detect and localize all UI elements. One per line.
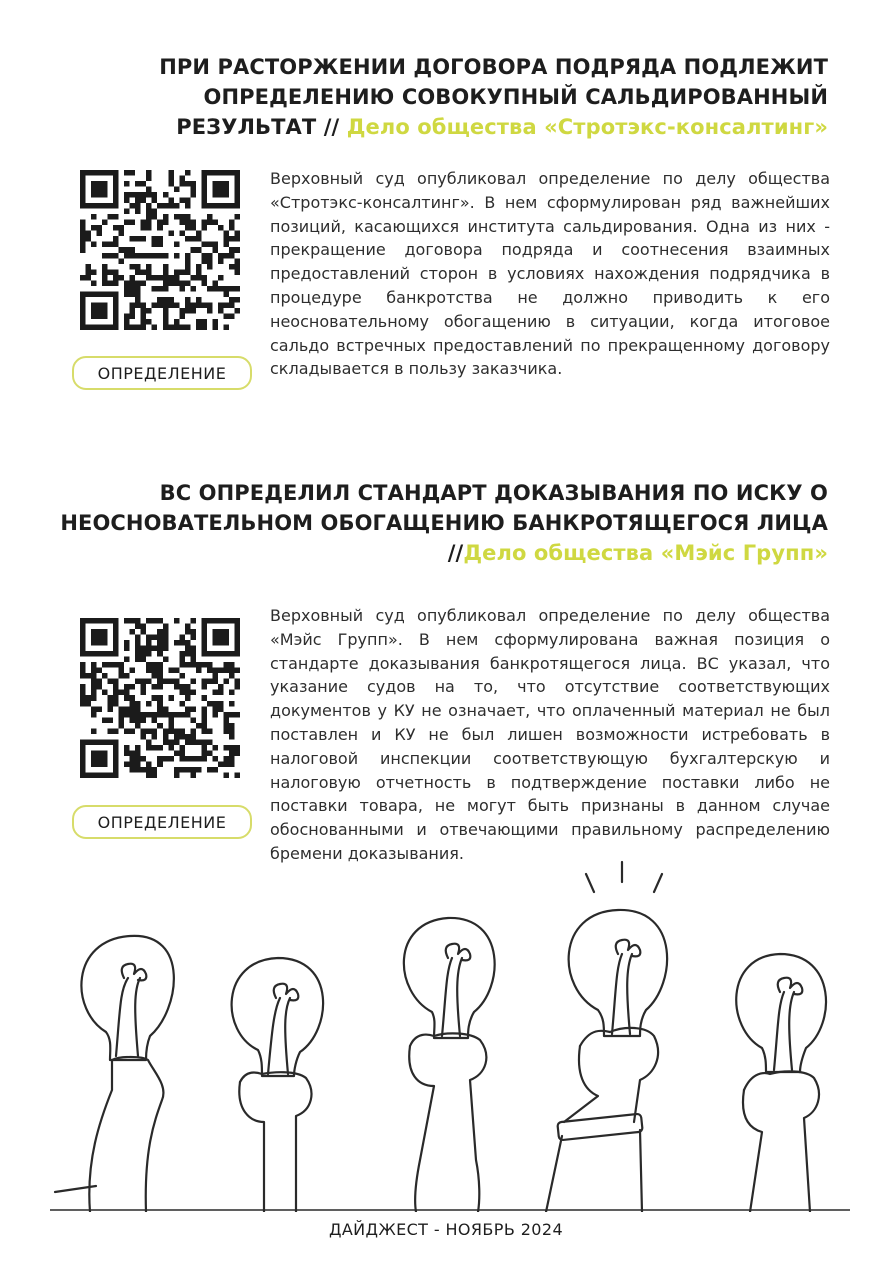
- decision-button[interactable]: ОПРЕДЕЛЕНИЕ: [72, 356, 252, 390]
- section1-body: Верховный суд опубликовал определение по делу общества «Стротэкс-консалтинг». В нем сформулирован ряд важнейших позиций, касающихся института сальдирования. Одна из них - прекращение договора подряда и соотнесения взаимных предоставлений сторон в условиях нахождения подрядчика в процедуре банкротства не должно приводить к его неосновательному обогащению в ситуации, когда итоговое сальдо встречных предоставлений по прекращенному договору складывается в пользу заказчика.: [270, 169, 830, 379]
- lightbulb-icon: [232, 958, 323, 1212]
- footer: ДАЙДЖЕСТ - НОЯБРЬ 2024: [328, 1220, 564, 1239]
- lightbulb-icon: [404, 918, 495, 1212]
- lightbulb-icon: [55, 936, 174, 1212]
- spark-lines-icon: [586, 862, 662, 892]
- lightbulb-icon: [736, 954, 826, 1212]
- section2-title-line2: НЕОСНОВАТЕЛЬНОМ ОБОГАЩЕНИЮ БАНКРОТЯЩЕГОСЯ ЛИЦА: [60, 511, 828, 535]
- section2-separator: //: [447, 541, 464, 565]
- section2-case-name: Дело общества «Мэйс Групп»: [463, 541, 828, 565]
- section1-case-name: Дело общества «Стротэкс-консалтинг»: [346, 115, 828, 139]
- section1-separator: //: [316, 115, 347, 139]
- lightbulb-icon: [546, 910, 667, 1212]
- section2-body: Верховный суд опубликовал определение по делу общества «Мэйс Групп». В нем сформулирована важная позиция о стандарте доказывания банкротящегося лица. ВС указал, что указание судов на то, что отсутствие соответствующих документов у КУ не означает, что оплаченный материал не был поставлен и КУ не был лишен возможности истребовать в налоговой инспекции соответствующую бухгалтерскую и налоговую отчетность в подтверждение поставки либо не поставки товара, не могут быть признаны в данном случае обоснованными и отвечающими правильному распределению бремени доказывания.: [270, 606, 830, 863]
- qr-code-icon[interactable]: [80, 170, 240, 330]
- section1-title: [159, 52, 828, 142]
- section1-title-line3: РЕЗУЛЬТАТ: [176, 115, 317, 139]
- section2-title: [60, 478, 828, 568]
- qr-code-icon[interactable]: [80, 618, 240, 778]
- section1-title-line2: ОПРЕДЕЛЕНИЮ СОВОКУПНЫЙ САЛЬДИРОВАННЫЙ: [203, 85, 828, 109]
- section2-title-line1: ВС ОПРЕДЕЛИЛ СТАНДАРТ ДОКАЗЫВАНИЯ ПО ИСКУ О: [159, 481, 828, 505]
- decision-button[interactable]: ОПРЕДЕЛЕНИЕ: [72, 805, 252, 839]
- section1-title-line1: ПРИ РАСТОРЖЕНИИ ДОГОВОРА ПОДРЯДА ПОДЛЕЖИТ: [159, 55, 828, 79]
- lightbulb-hands-illustration: [50, 860, 850, 1212]
